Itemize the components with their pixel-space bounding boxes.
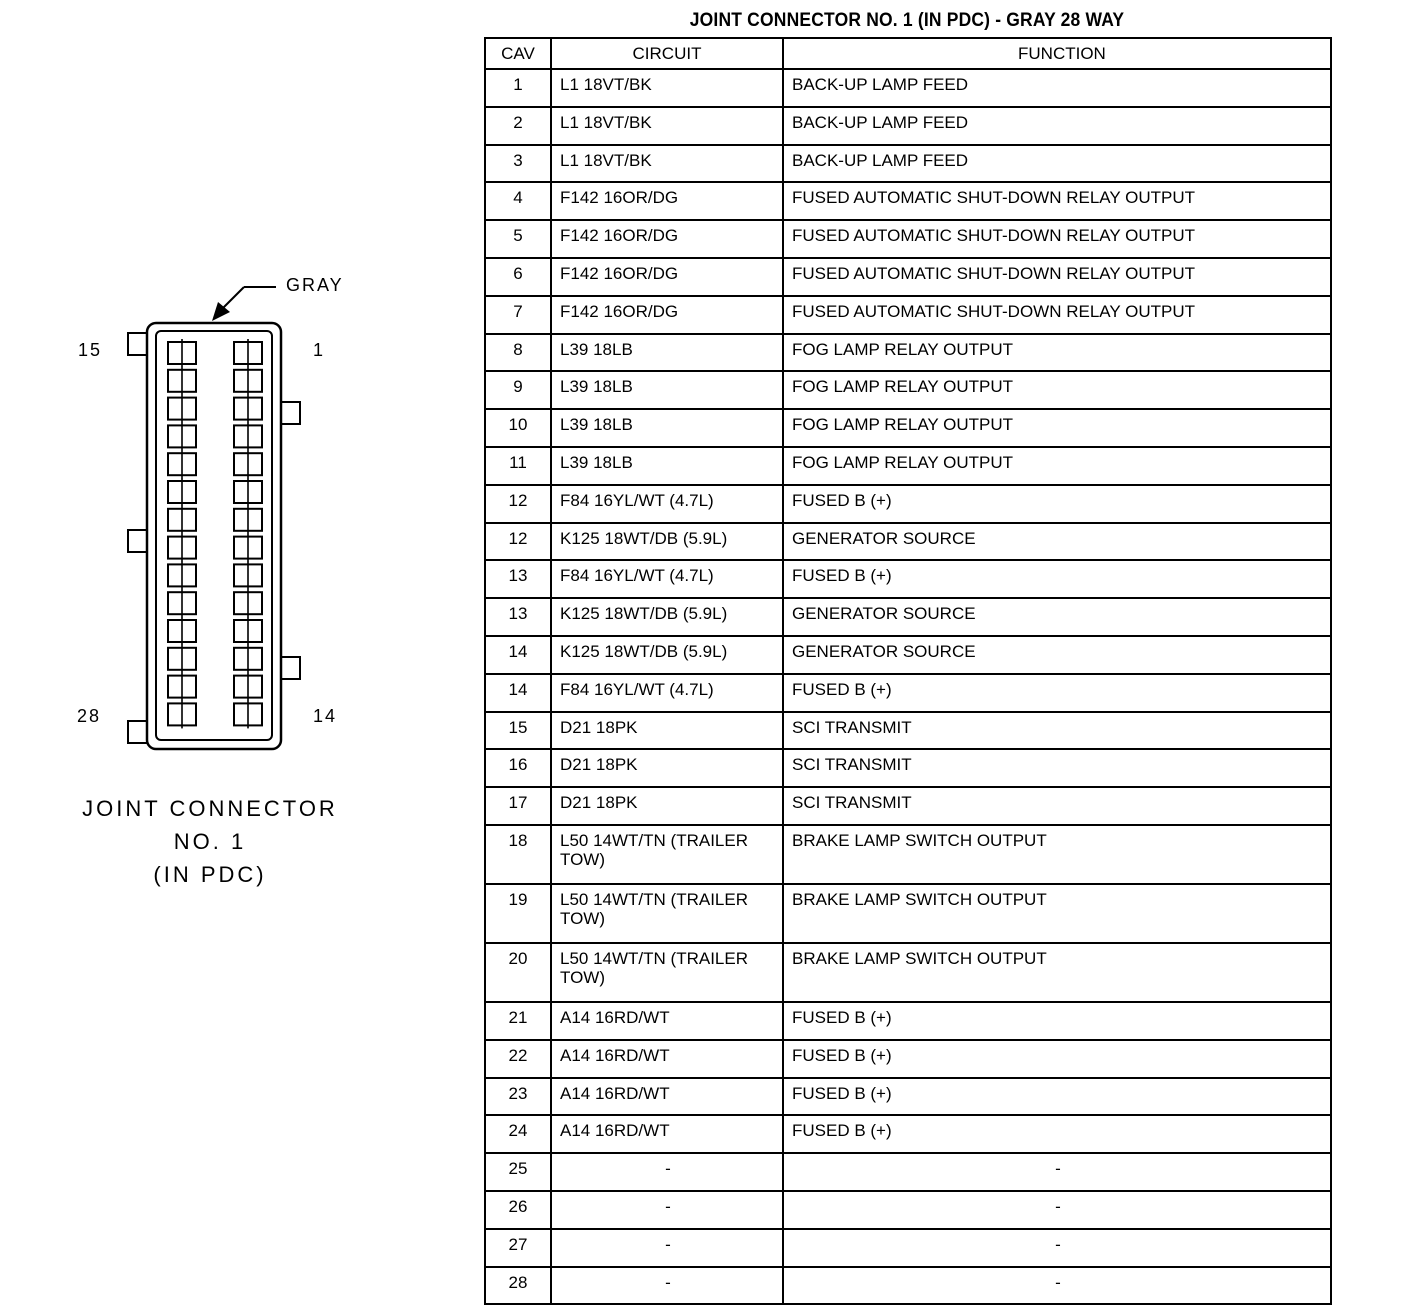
cell-circuit: L39 18LB [551, 334, 783, 372]
cell-function: FOG LAMP RELAY OUTPUT [783, 447, 1331, 485]
cell-cav: 3 [485, 145, 551, 183]
cell-function: - [783, 1191, 1331, 1229]
cell-function: FOG LAMP RELAY OUTPUT [783, 371, 1331, 409]
table-row [485, 598, 1331, 636]
table-row [485, 371, 1331, 409]
cell-function: BRAKE LAMP SWITCH OUTPUT [783, 884, 1331, 943]
table-row [485, 1267, 1331, 1305]
cell-function: FUSED B (+) [783, 560, 1331, 598]
caption-line: NO. 1 [173, 829, 247, 854]
cell-function: BACK-UP LAMP FEED [783, 69, 1331, 107]
table-title: JOINT CONNECTOR NO. 1 (IN PDC) - GRAY 28 WAY [689, 10, 1125, 31]
connector-caption [40, 792, 380, 891]
cell-function: BRAKE LAMP SWITCH OUTPUT [783, 943, 1331, 1002]
cell-function: FUSED B (+) [783, 1115, 1331, 1153]
table-row [485, 1002, 1331, 1040]
header-function: FUNCTION [783, 38, 1331, 69]
cell-function: - [783, 1267, 1331, 1305]
cell-cav: 2 [485, 107, 551, 145]
table-row [485, 145, 1331, 183]
cell-cav: 5 [485, 220, 551, 258]
table-header-row [485, 38, 1331, 69]
cell-function: SCI TRANSMIT [783, 749, 1331, 787]
cell-cav: 11 [485, 447, 551, 485]
table-row [485, 296, 1331, 334]
table-row [485, 182, 1331, 220]
table-row [485, 69, 1331, 107]
cell-circuit: A14 16RD/WT [551, 1115, 783, 1153]
caption-line: (IN PDC) [153, 862, 267, 887]
table-row [485, 1153, 1331, 1191]
cell-circuit: F142 16OR/DG [551, 296, 783, 334]
table-row [485, 523, 1331, 561]
cell-cav: 20 [485, 943, 551, 1002]
table-row [485, 1078, 1331, 1116]
pin-label-28: 28 [77, 706, 102, 726]
cell-cav: 12 [485, 485, 551, 523]
cell-function: GENERATOR SOURCE [783, 636, 1331, 674]
table-row [485, 107, 1331, 145]
cell-cav: 23 [485, 1078, 551, 1116]
cell-function: GENERATOR SOURCE [783, 523, 1331, 561]
cell-circuit: D21 18PK [551, 749, 783, 787]
cell-cav: 22 [485, 1040, 551, 1078]
table-row [485, 943, 1331, 1002]
header-cav: CAV [485, 38, 551, 69]
cell-circuit: A14 16RD/WT [551, 1078, 783, 1116]
table-row [485, 1040, 1331, 1078]
cell-cav: 6 [485, 258, 551, 296]
cell-circuit: F142 16OR/DG [551, 258, 783, 296]
cell-cav: 21 [485, 1002, 551, 1040]
pin-label-1: 1 [313, 340, 326, 360]
table-row [485, 636, 1331, 674]
cell-circuit: K125 18WT/DB (5.9L) [551, 598, 783, 636]
cell-circuit: L50 14WT/TN (TRAILER TOW) [551, 825, 783, 884]
cell-function: FUSED B (+) [783, 674, 1331, 712]
cell-circuit: D21 18PK [551, 787, 783, 825]
cell-circuit: L39 18LB [551, 409, 783, 447]
cell-function: BACK-UP LAMP FEED [783, 107, 1331, 145]
cell-function: GENERATOR SOURCE [783, 598, 1331, 636]
table-row [485, 560, 1331, 598]
cell-function: FUSED AUTOMATIC SHUT-DOWN RELAY OUTPUT [783, 296, 1331, 334]
cell-function: BRAKE LAMP SWITCH OUTPUT [783, 825, 1331, 884]
cell-function: FOG LAMP RELAY OUTPUT [783, 334, 1331, 372]
table-row [485, 1115, 1331, 1153]
cell-cav: 17 [485, 787, 551, 825]
cell-circuit: L50 14WT/TN (TRAILER TOW) [551, 884, 783, 943]
cell-circuit: F84 16YL/WT (4.7L) [551, 485, 783, 523]
cell-function: FUSED B (+) [783, 1040, 1331, 1078]
cell-function: FUSED AUTOMATIC SHUT-DOWN RELAY OUTPUT [783, 182, 1331, 220]
cell-function: FUSED B (+) [783, 1002, 1331, 1040]
cell-circuit: F142 16OR/DG [551, 182, 783, 220]
cell-cav: 7 [485, 296, 551, 334]
cell-cav: 9 [485, 371, 551, 409]
cell-function: FUSED B (+) [783, 485, 1331, 523]
table-row [485, 1229, 1331, 1267]
cell-function: FUSED B (+) [783, 1078, 1331, 1116]
cell-function: SCI TRANSMIT [783, 712, 1331, 750]
cell-cav: 8 [485, 334, 551, 372]
cell-circuit: D21 18PK [551, 712, 783, 750]
cell-cav: 26 [485, 1191, 551, 1229]
table-row [485, 884, 1331, 943]
cell-cav: 18 [485, 825, 551, 884]
cell-circuit: A14 16RD/WT [551, 1040, 783, 1078]
cell-circuit: L1 18VT/BK [551, 145, 783, 183]
table-row [485, 334, 1331, 372]
table-row [485, 825, 1331, 884]
cell-cav: 24 [485, 1115, 551, 1153]
table-row [485, 258, 1331, 296]
cell-cav: 14 [485, 674, 551, 712]
cell-cav: 14 [485, 636, 551, 674]
cell-function: SCI TRANSMIT [783, 787, 1331, 825]
cell-cav: 13 [485, 598, 551, 636]
color-label: GRAY [286, 275, 344, 295]
table-row [485, 749, 1331, 787]
cell-function: FOG LAMP RELAY OUTPUT [783, 409, 1331, 447]
cell-cav: 4 [485, 182, 551, 220]
table-row [485, 1191, 1331, 1229]
cell-circuit: - [551, 1191, 783, 1229]
table-row [485, 712, 1331, 750]
cell-cav: 28 [485, 1267, 551, 1305]
cell-cav: 27 [485, 1229, 551, 1267]
table-row [485, 485, 1331, 523]
cell-cav: 13 [485, 560, 551, 598]
cell-circuit: - [551, 1267, 783, 1305]
cell-cav: 1 [485, 69, 551, 107]
cell-function: FUSED AUTOMATIC SHUT-DOWN RELAY OUTPUT [783, 258, 1331, 296]
cell-cav: 15 [485, 712, 551, 750]
cell-circuit: - [551, 1229, 783, 1267]
cell-circuit: L39 18LB [551, 371, 783, 409]
cell-circuit: F84 16YL/WT (4.7L) [551, 560, 783, 598]
table-row [485, 787, 1331, 825]
cell-circuit: L1 18VT/BK [551, 107, 783, 145]
table-row [485, 220, 1331, 258]
cell-circuit: F84 16YL/WT (4.7L) [551, 674, 783, 712]
cell-cav: 12 [485, 523, 551, 561]
cell-cav: 10 [485, 409, 551, 447]
cell-circuit: L50 14WT/TN (TRAILER TOW) [551, 943, 783, 1002]
cell-cav: 16 [485, 749, 551, 787]
cell-circuit: L39 18LB [551, 447, 783, 485]
caption-line: JOINT CONNECTOR [82, 796, 338, 821]
connector-diagram [0, 0, 480, 1180]
cell-cav: 19 [485, 884, 551, 943]
cell-circuit: L1 18VT/BK [551, 69, 783, 107]
cell-function: - [783, 1229, 1331, 1267]
cell-circuit: - [551, 1153, 783, 1191]
cell-function: BACK-UP LAMP FEED [783, 145, 1331, 183]
pin-label-14: 14 [313, 706, 338, 726]
cell-function: FUSED AUTOMATIC SHUT-DOWN RELAY OUTPUT [783, 220, 1331, 258]
cell-function: - [783, 1153, 1331, 1191]
cell-circuit: F142 16OR/DG [551, 220, 783, 258]
pinout-table [484, 37, 1332, 1305]
header-circuit: CIRCUIT [551, 38, 783, 69]
table-body [485, 69, 1331, 1304]
cell-cav: 25 [485, 1153, 551, 1191]
table-row [485, 674, 1331, 712]
connector-outline [0, 0, 480, 780]
pin-label-15: 15 [78, 340, 103, 360]
cell-circuit: K125 18WT/DB (5.9L) [551, 636, 783, 674]
table-row [485, 409, 1331, 447]
table-row [485, 447, 1331, 485]
cell-circuit: K125 18WT/DB (5.9L) [551, 523, 783, 561]
cell-circuit: A14 16RD/WT [551, 1002, 783, 1040]
